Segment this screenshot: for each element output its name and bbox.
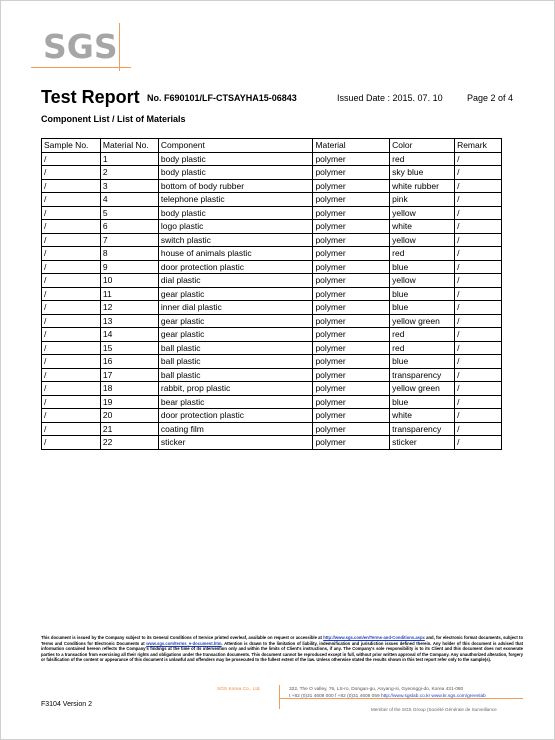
- material-cell: polymer: [313, 233, 390, 247]
- material-cell: polymer: [313, 436, 390, 450]
- footer-company: SGS Korea Co., Ltd.: [217, 687, 261, 692]
- component-cell: house of animals plastic: [158, 247, 313, 261]
- sample-no-cell: /: [42, 368, 101, 382]
- form-version: F3104 Version 2: [41, 701, 92, 708]
- sgs-member-note: Member of the SGS Group (Société Générale de Surveillance: [371, 707, 497, 712]
- material-no-cell: 22: [100, 436, 158, 450]
- color-cell: yellow green: [390, 382, 455, 396]
- remark-cell: /: [455, 395, 502, 409]
- material-no-cell: 19: [100, 395, 158, 409]
- material-no-cell: 16: [100, 355, 158, 369]
- table-row: [42, 341, 502, 355]
- color-cell: pink: [390, 193, 455, 207]
- component-cell: bottom of body rubber: [158, 179, 313, 193]
- sample-no-cell: /: [42, 409, 101, 423]
- table-row: [42, 260, 502, 274]
- table-row: [42, 355, 502, 369]
- component-cell: door protection plastic: [158, 260, 313, 274]
- material-no-cell: 2: [100, 166, 158, 180]
- header-component: Component: [158, 139, 313, 153]
- sample-no-cell: /: [42, 395, 101, 409]
- material-no-cell: 14: [100, 328, 158, 342]
- logo-divider-vertical: [119, 23, 120, 71]
- table-row: [42, 166, 502, 180]
- remark-cell: /: [455, 368, 502, 382]
- disclaimer-text-2: and, for electronic format documents, subject to Terms and Conditions for Electronic Documents at: [41, 635, 524, 646]
- sample-no-cell: /: [42, 301, 101, 315]
- material-no-cell: 20: [100, 409, 158, 423]
- table-row: [42, 328, 502, 342]
- remark-cell: /: [455, 328, 502, 342]
- component-cell: ball plastic: [158, 368, 313, 382]
- remark-cell: /: [455, 220, 502, 234]
- header-material-no: Material No.: [100, 139, 158, 153]
- table-row: [42, 220, 502, 234]
- material-no-cell: 21: [100, 422, 158, 436]
- sample-no-cell: /: [42, 260, 101, 274]
- material-cell: polymer: [313, 395, 390, 409]
- section-title: Component List / List of Materials: [41, 114, 186, 124]
- material-no-cell: 7: [100, 233, 158, 247]
- remark-cell: /: [455, 274, 502, 288]
- material-no-cell: 17: [100, 368, 158, 382]
- sample-no-cell: /: [42, 152, 101, 166]
- component-cell: body plastic: [158, 152, 313, 166]
- component-cell: gear plastic: [158, 287, 313, 301]
- material-no-cell: 6: [100, 220, 158, 234]
- logo-divider-horizontal: [31, 67, 131, 68]
- remark-cell: /: [455, 287, 502, 301]
- color-cell: white rubber: [390, 179, 455, 193]
- material-no-cell: 11: [100, 287, 158, 301]
- material-no-cell: 12: [100, 301, 158, 315]
- remark-cell: /: [455, 436, 502, 450]
- legal-disclaimer: [41, 635, 523, 663]
- material-cell: polymer: [313, 152, 390, 166]
- sgs-logo-text: SGS: [43, 27, 118, 66]
- color-cell: sky blue: [390, 166, 455, 180]
- material-cell: polymer: [313, 368, 390, 382]
- table-row: [42, 368, 502, 382]
- material-no-cell: 4: [100, 193, 158, 207]
- color-cell: blue: [390, 355, 455, 369]
- footer-contact: t +82 (0)31 4608 000 f +82 (0)31 4608 059: [289, 693, 380, 699]
- sample-no-cell: /: [42, 355, 101, 369]
- component-cell: inner dial plastic: [158, 301, 313, 315]
- color-cell: yellow green: [390, 314, 455, 328]
- color-cell: transparency: [390, 422, 455, 436]
- header-remark: Remark: [455, 139, 502, 153]
- component-cell: body plastic: [158, 206, 313, 220]
- material-cell: polymer: [313, 193, 390, 207]
- material-cell: polymer: [313, 382, 390, 396]
- sample-no-cell: /: [42, 287, 101, 301]
- color-cell: red: [390, 152, 455, 166]
- component-cell: logo plastic: [158, 220, 313, 234]
- remark-cell: /: [455, 355, 502, 369]
- table-row: [42, 395, 502, 409]
- header-material: Material: [313, 139, 390, 153]
- sample-no-cell: /: [42, 274, 101, 288]
- color-cell: red: [390, 341, 455, 355]
- sample-no-cell: /: [42, 382, 101, 396]
- material-cell: polymer: [313, 422, 390, 436]
- sample-no-cell: /: [42, 422, 101, 436]
- remark-cell: /: [455, 422, 502, 436]
- table-row: [42, 409, 502, 423]
- sample-no-cell: /: [42, 436, 101, 450]
- color-cell: white: [390, 220, 455, 234]
- component-cell: gear plastic: [158, 314, 313, 328]
- remark-cell: /: [455, 301, 502, 315]
- table-row: [42, 301, 502, 315]
- component-cell: telephone plastic: [158, 193, 313, 207]
- table-row: [42, 314, 502, 328]
- sample-no-cell: /: [42, 179, 101, 193]
- remark-cell: /: [455, 206, 502, 220]
- material-no-cell: 9: [100, 260, 158, 274]
- material-no-cell: 18: [100, 382, 158, 396]
- material-cell: polymer: [313, 260, 390, 274]
- report-number: No. F690101/LF-CTSAYHA15-06843: [147, 93, 297, 103]
- material-cell: polymer: [313, 314, 390, 328]
- report-title: Test Report: [41, 87, 140, 107]
- component-cell: coating film: [158, 422, 313, 436]
- footer-contact-line: [289, 694, 486, 701]
- component-cell: body plastic: [158, 166, 313, 180]
- table-row: [42, 206, 502, 220]
- remark-cell: /: [455, 341, 502, 355]
- color-cell: yellow: [390, 233, 455, 247]
- table-header-row: [42, 139, 502, 153]
- issued-date: Issued Date : 2015. 07. 10: [337, 93, 443, 103]
- sample-no-cell: /: [42, 206, 101, 220]
- table-body: [42, 152, 502, 449]
- sample-no-cell: /: [42, 193, 101, 207]
- table-row: [42, 247, 502, 261]
- table-row: [42, 287, 502, 301]
- header-color: Color: [390, 139, 455, 153]
- color-cell: red: [390, 328, 455, 342]
- terms-link[interactable]: http://www.sgs.com/en/Terms-and-Conditions.aspx: [323, 635, 425, 640]
- material-cell: polymer: [313, 206, 390, 220]
- material-cell: polymer: [313, 274, 390, 288]
- remark-cell: /: [455, 382, 502, 396]
- component-cell: ball plastic: [158, 341, 313, 355]
- remark-cell: /: [455, 166, 502, 180]
- component-cell: gear plastic: [158, 328, 313, 342]
- sample-no-cell: /: [42, 341, 101, 355]
- table-row: [42, 274, 502, 288]
- footer-divider-vertical: [279, 685, 280, 709]
- remark-cell: /: [455, 247, 502, 261]
- material-cell: polymer: [313, 301, 390, 315]
- remark-cell: /: [455, 193, 502, 207]
- sample-no-cell: /: [42, 166, 101, 180]
- table-row: [42, 382, 502, 396]
- remark-cell: /: [455, 233, 502, 247]
- disclaimer-text-3: . Attention is drawn to the limitation of liability, indemnification and jurisdiction issues defined therein. Any holder of this document is advised that information contained hereon reflects the Company's findings at the time of its intervention only and within the limits of Client's instructions, if any. The Company's sole responsibility is to its Client and this document does not exonerate parties to a transaction from exercising all their rights and obligations under the transaction documents. This document cannot be reproduced except in full, without prior written approval of the Company. Any unauthorized alteration, forgery or falsification of the content or appearance of this document is unlawful and offenders may be prosecuted to the fullest extent of the law. Unless otherwise stated the results shown in this test report refer only to the sample(s).: [41, 640, 523, 663]
- sample-no-cell: /: [42, 247, 101, 261]
- color-cell: white: [390, 409, 455, 423]
- material-cell: polymer: [313, 287, 390, 301]
- component-cell: bear plastic: [158, 395, 313, 409]
- color-cell: yellow: [390, 206, 455, 220]
- material-cell: polymer: [313, 355, 390, 369]
- component-cell: ball plastic: [158, 355, 313, 369]
- remark-cell: /: [455, 260, 502, 274]
- remark-cell: /: [455, 409, 502, 423]
- component-table: [41, 138, 502, 450]
- material-no-cell: 15: [100, 341, 158, 355]
- component-cell: sticker: [158, 436, 313, 450]
- component-cell: dial plastic: [158, 274, 313, 288]
- component-cell: door protection plastic: [158, 409, 313, 423]
- footer-website-link[interactable]: http://www.sgslab.co.kr www.kr.sgs.com/greenlab: [381, 693, 486, 699]
- table-row: [42, 436, 502, 450]
- color-cell: blue: [390, 301, 455, 315]
- material-cell: polymer: [313, 409, 390, 423]
- material-no-cell: 3: [100, 179, 158, 193]
- material-cell: polymer: [313, 179, 390, 193]
- sgs-logo: [41, 29, 119, 65]
- sample-no-cell: /: [42, 314, 101, 328]
- color-cell: transparency: [390, 368, 455, 382]
- material-no-cell: 8: [100, 247, 158, 261]
- material-cell: polymer: [313, 166, 390, 180]
- e-document-terms-link[interactable]: www.sgs.com/terms_e-document.htm: [146, 640, 222, 646]
- color-cell: blue: [390, 260, 455, 274]
- color-cell: red: [390, 247, 455, 261]
- table-row: [42, 179, 502, 193]
- component-cell: rabbit, prop plastic: [158, 382, 313, 396]
- remark-cell: /: [455, 314, 502, 328]
- color-cell: yellow: [390, 274, 455, 288]
- color-cell: blue: [390, 287, 455, 301]
- material-cell: polymer: [313, 220, 390, 234]
- material-no-cell: 5: [100, 206, 158, 220]
- table-row: [42, 422, 502, 436]
- material-no-cell: 1: [100, 152, 158, 166]
- page-number: Page 2 of 4: [467, 93, 514, 103]
- material-no-cell: 13: [100, 314, 158, 328]
- disclaimer-text-1: This document is issued by the Company subject to its General Conditions of Service printed overleaf, available on request or accessible at: [41, 635, 322, 640]
- component-cell: switch plastic: [158, 233, 313, 247]
- table-row: [42, 233, 502, 247]
- color-cell: sticker: [390, 436, 455, 450]
- material-cell: polymer: [313, 247, 390, 261]
- sample-no-cell: /: [42, 328, 101, 342]
- remark-cell: /: [455, 179, 502, 193]
- material-cell: polymer: [313, 341, 390, 355]
- sample-no-cell: /: [42, 233, 101, 247]
- header-sample-no: Sample No.: [42, 139, 101, 153]
- footer-address: 322, The O valley, 76, LS-ro, Dongan-gu, Anyang-si, Gyeonggi-do, Korea 431-080: [289, 687, 464, 692]
- table-row: [42, 152, 502, 166]
- remark-cell: /: [455, 152, 502, 166]
- footer-divider: [279, 698, 523, 699]
- color-cell: blue: [390, 395, 455, 409]
- sample-no-cell: /: [42, 220, 101, 234]
- table-row: [42, 193, 502, 207]
- material-cell: polymer: [313, 328, 390, 342]
- material-no-cell: 10: [100, 274, 158, 288]
